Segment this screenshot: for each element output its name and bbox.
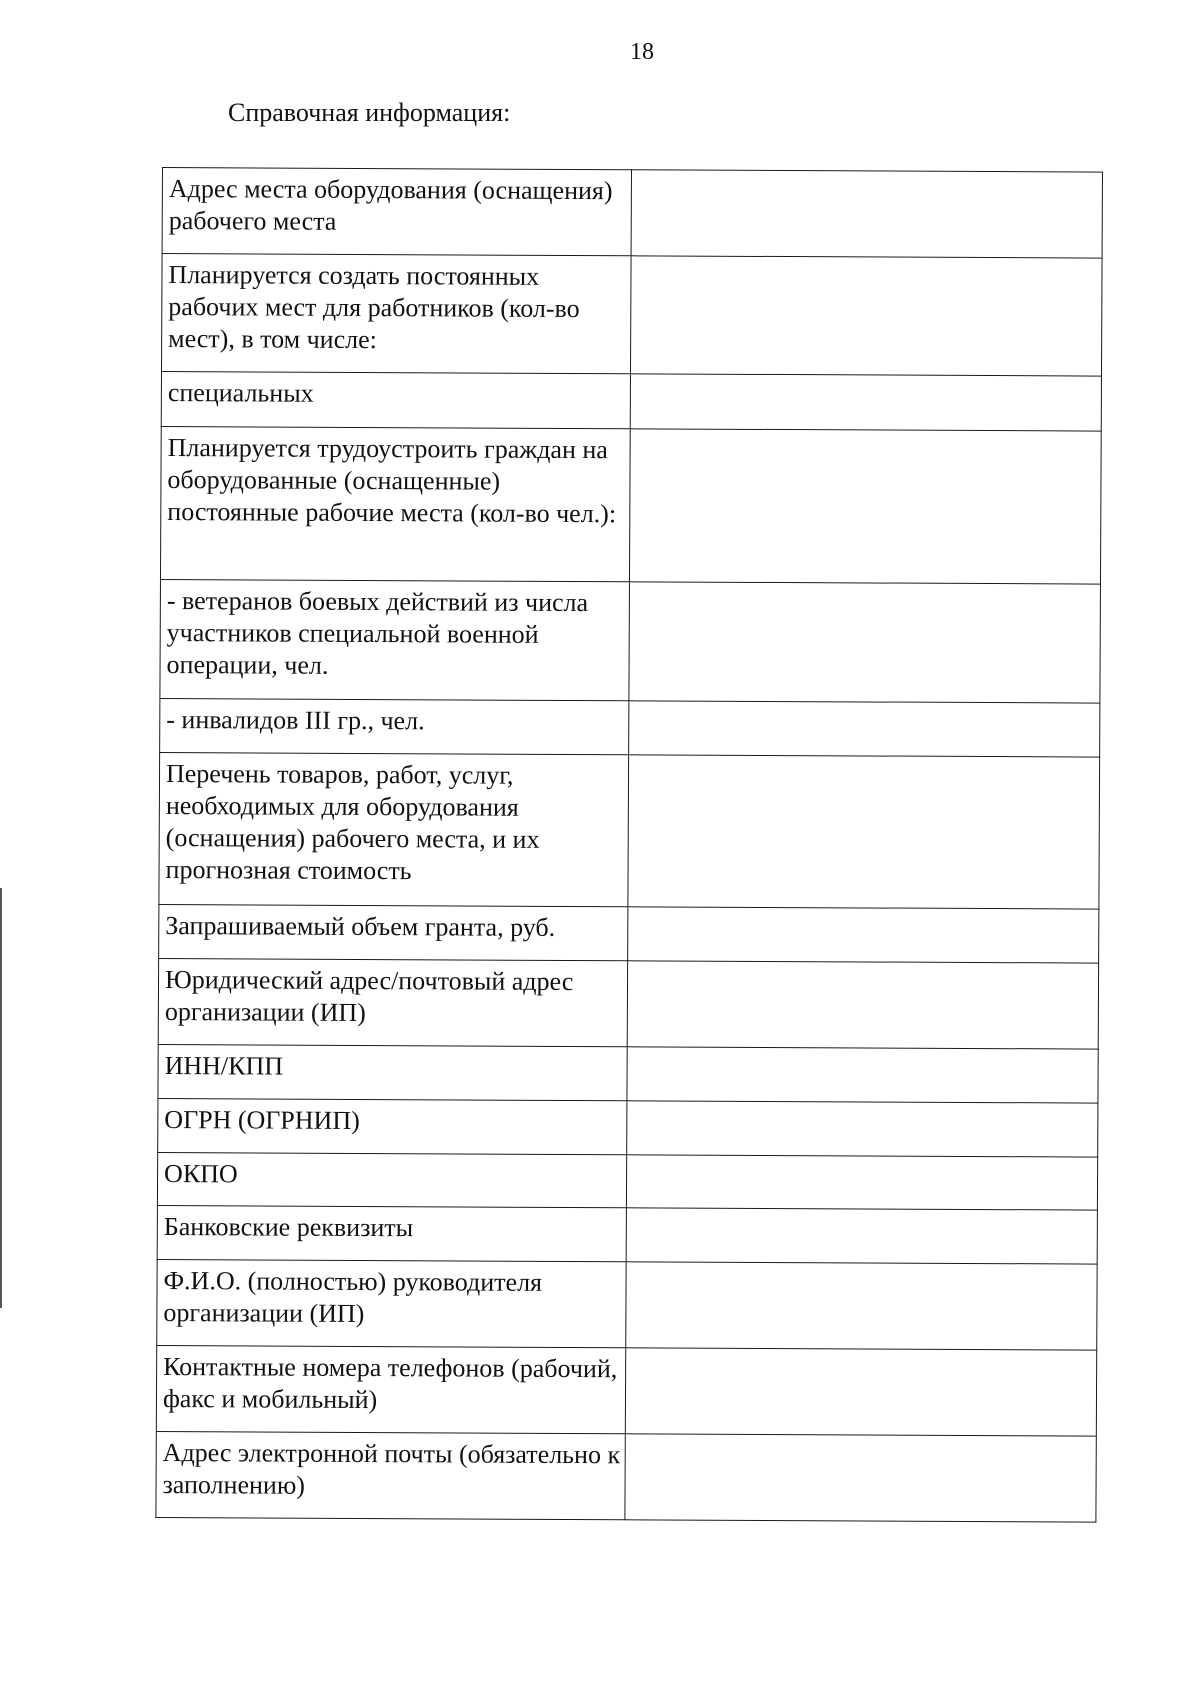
row-value-field[interactable]	[629, 429, 1101, 584]
row-value-field[interactable]	[628, 755, 1100, 909]
table-row	[161, 372, 1101, 432]
table-row	[158, 958, 1098, 1049]
row-label: - инвалидов III гр., чел.	[160, 698, 629, 754]
table-row	[157, 1152, 1097, 1210]
table-row	[159, 904, 1099, 963]
section-heading: Справочная информация:	[228, 98, 511, 127]
row-label: Банковские реквизиты	[157, 1205, 626, 1261]
row-label: Юридический адрес/почтовый адрес организации (ИП)	[158, 958, 627, 1046]
row-value-field[interactable]	[630, 374, 1101, 431]
row-label: Адрес места оборудования (оснащения) рабочего места	[162, 168, 631, 256]
row-label: - ветеранов боевых действий из числа участников специальной военной операции, чел.	[160, 579, 630, 700]
table-row	[157, 1205, 1097, 1264]
reference-info-table	[155, 167, 1103, 1523]
row-value-field[interactable]	[627, 1101, 1098, 1157]
table-row	[160, 698, 1100, 757]
row-value-field[interactable]	[631, 170, 1102, 258]
row-value-field[interactable]	[629, 701, 1100, 757]
table-row	[162, 254, 1103, 377]
table-row	[158, 1098, 1098, 1157]
row-value-field[interactable]	[626, 1155, 1097, 1210]
scan-edge-mark	[0, 888, 2, 1308]
table-row	[160, 579, 1101, 703]
row-value-field[interactable]	[629, 582, 1101, 703]
page-number: 18	[630, 39, 654, 65]
row-label: Адрес электронной почты (обязательно к заполнению)	[156, 1431, 625, 1519]
row-label: Ф.И.О. (полностью) руководителя организации (ИП)	[157, 1259, 626, 1347]
row-value-field[interactable]	[630, 256, 1102, 376]
row-value-field[interactable]	[625, 1348, 1096, 1436]
table-row	[158, 1044, 1098, 1103]
row-label: ОКПО	[157, 1152, 626, 1207]
row-label: специальных	[161, 372, 630, 429]
table-row	[156, 1431, 1096, 1522]
row-value-field[interactable]	[627, 961, 1098, 1049]
row-value-field[interactable]	[627, 1047, 1098, 1103]
row-label: Планируется создать постоянных рабочих мест для работников (кол-во мест), в том числе:	[162, 254, 632, 374]
row-value-field[interactable]	[626, 1208, 1097, 1264]
table-row	[160, 426, 1101, 584]
table-row	[162, 168, 1102, 259]
row-label: Контактные номера телефонов (рабочий, факс и мобильный)	[156, 1345, 625, 1433]
row-value-field[interactable]	[626, 1262, 1097, 1350]
row-label: Перечень товаров, работ, услуг, необходимых для оборудования (оснащения) рабочего места, и их прогнозная стоимость	[159, 752, 629, 906]
row-value-field[interactable]	[628, 907, 1099, 963]
row-value-field[interactable]	[625, 1434, 1096, 1522]
table-row	[156, 1345, 1096, 1436]
row-label: Запрашиваемый объем гранта, руб.	[159, 904, 628, 960]
table-row	[157, 1259, 1097, 1350]
row-label: ОГРН (ОГРНИП)	[158, 1098, 627, 1154]
row-label: ИНН/КПП	[158, 1044, 627, 1100]
table-row	[159, 752, 1100, 909]
row-label: Планируется трудоустроить граждан на оборудованные (оснащенные) постоянные рабочие места (кол-во чел.):	[160, 426, 630, 581]
